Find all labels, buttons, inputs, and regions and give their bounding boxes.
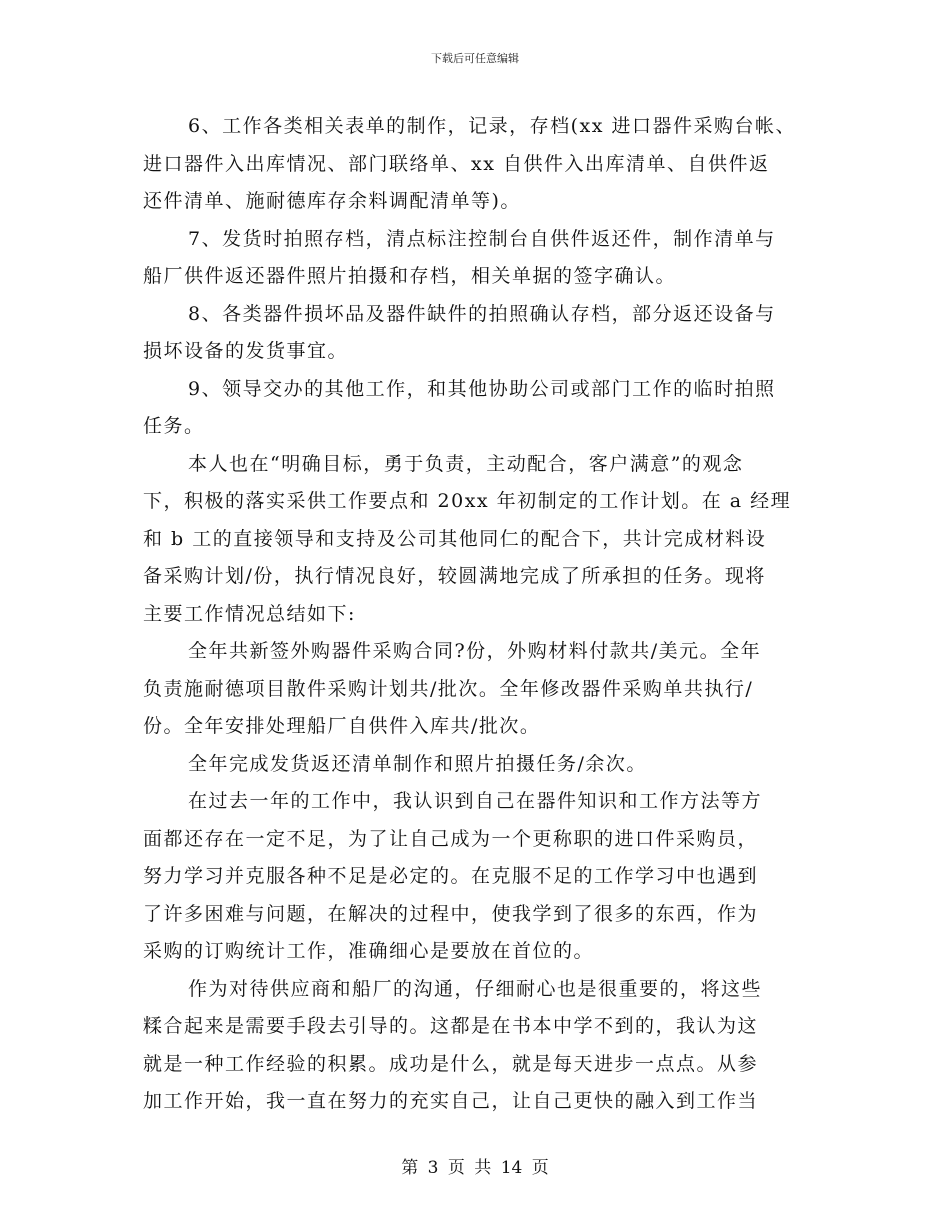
text-line: 面都还存在一定不足，为了让自己成为一个更称职的进口件采购员， bbox=[143, 828, 759, 850]
text-line: 任务。 bbox=[143, 415, 205, 437]
text-line: 加工作开始，我一直在努力的充实自己，让自己更快的融入到工作当 bbox=[143, 1090, 759, 1112]
text-line: 主要工作情况总结如下: bbox=[143, 603, 356, 625]
text-line: 9、领导交办的其他工作，和其他协助公司或部门工作的临时拍照 bbox=[188, 378, 776, 400]
text-line: 8、各类器件损坏品及器件缺件的拍照确认存档，部分返还设备与 bbox=[188, 303, 776, 325]
text-line: 和 b 工的直接领导和支持及公司其他同仁的配合下，共计完成材料设 bbox=[143, 528, 767, 550]
text-line: 份。全年安排处理船厂自供件入库共/批次。 bbox=[143, 715, 541, 737]
text-line: 全年完成发货返还清单制作和照片拍摄任务/余次。 bbox=[188, 753, 647, 775]
text-line: 负责施耐德项目散件采购计划共/批次。全年修改器件采购单共执行/ bbox=[143, 678, 754, 700]
text-line: 就是一种工作经验的积累。成功是什么，就是每天进步一点点。从参 bbox=[143, 1053, 759, 1075]
page-header-note: 下载后可任意编辑 bbox=[431, 52, 519, 65]
text-line: 努力学习并克服各种不足是必定的。在克服不足的工作学习中也遇到 bbox=[143, 865, 759, 887]
page-footer-number: 第 3 页 共 14 页 bbox=[401, 1158, 549, 1178]
text-line: 作为对待供应商和船厂的沟通，仔细耐心也是很重要的，将这些 bbox=[188, 978, 763, 1000]
text-line: 备采购计划/份，执行情况良好，较圆满地完成了所承担的任务。现将 bbox=[143, 565, 766, 587]
text-line: 采购的订购统计工作，准确细心是要放在首位的。 bbox=[143, 940, 595, 962]
text-line: 本人也在“明确目标，勇于负责，主动配合，客户满意”的观念 bbox=[188, 453, 744, 475]
text-line: 进口器件入出库情况、部门联络单、xx 自供件入出库清单、自供件返 bbox=[143, 153, 770, 175]
text-line: 6、工作各类相关表单的制作，记录，存档(xx 进口器件采购台帐、 bbox=[188, 115, 796, 137]
text-line: 在过去一年的工作中，我认识到自己在器件知识和工作方法等方 bbox=[188, 790, 763, 812]
text-line: 7、发货时拍照存档，清点标注控制台自供件返还件，制作清单与 bbox=[188, 228, 776, 250]
text-line: 损坏设备的发货事宜。 bbox=[143, 340, 349, 362]
text-line: 全年共新签外购器件采购合同?份，外购材料付款共/美元。全年 bbox=[188, 640, 762, 662]
text-line: 还件清单、施耐德库存余料调配清单等)。 bbox=[143, 190, 521, 212]
text-line: 船厂供件返还器件照片拍摄和存档，相关单据的签字确认。 bbox=[143, 265, 677, 287]
text-line: 糅合起来是需要手段去引导的。这都是在书本中学不到的，我认为这 bbox=[143, 1015, 759, 1037]
text-line: 了许多困难与问题，在解决的过程中，使我学到了很多的东西，作为 bbox=[143, 903, 759, 925]
text-line: 下，积极的落实采供工作要点和 20xx 年初制定的工作计划。在 a 经理 bbox=[143, 490, 792, 512]
